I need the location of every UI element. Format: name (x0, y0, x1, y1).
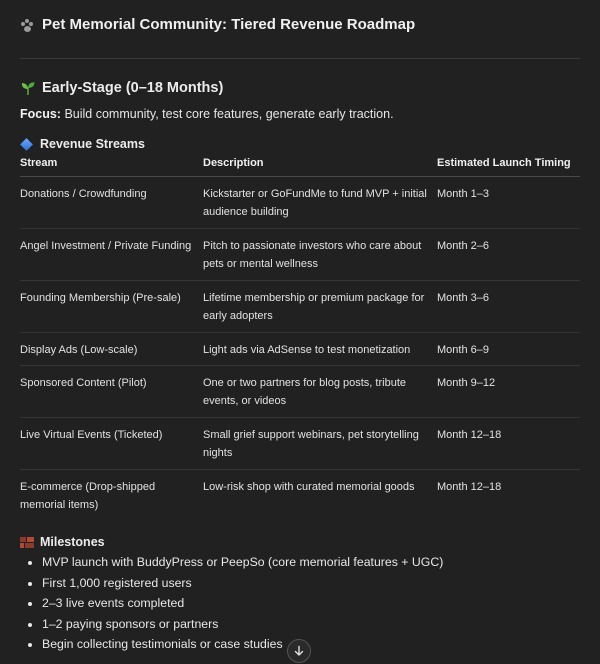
bricks-icon (20, 537, 34, 548)
title-text: Pet Memorial Community: Tiered Revenue Roadmap (42, 16, 416, 33)
cell-timing: Month 3–6 (437, 281, 580, 333)
cell-description: Pitch to passionate investors who care about pets or mental wellness (203, 229, 437, 281)
seedling-icon (20, 80, 36, 96)
column-header-description: Description (203, 156, 437, 177)
milestones-heading (20, 535, 105, 549)
focus-label: Focus: (20, 107, 61, 121)
table-row (20, 281, 580, 333)
column-header-stream: Stream (20, 156, 203, 177)
milestones-list (20, 552, 443, 655)
arrow-down-icon (293, 645, 305, 657)
table-row (20, 229, 580, 281)
cell-stream: Donations / Crowdfunding (20, 177, 203, 229)
list-item: • MVP launch with BuddyPress or PeepSo (core memorial features + UGC) (42, 552, 443, 573)
cell-description: Lifetime membership or premium package for early adopters (203, 281, 437, 333)
cell-timing: Month 6–9 (437, 333, 580, 366)
table-header-row (20, 156, 580, 177)
cell-timing: Month 12–18 (437, 481, 502, 493)
revenue-streams-heading-text: Revenue Streams (40, 137, 145, 151)
column-header-timing: Estimated Launch Timing (437, 156, 580, 177)
cell-timing: Month 1–3 (437, 177, 580, 229)
cell-stream: E-commerce (Drop-shipped memorial items) (20, 481, 156, 511)
list-item: • 1–2 paying sponsors or partners (42, 614, 443, 635)
stage-heading (20, 80, 223, 96)
cell-stream: Angel Investment / Private Funding (20, 229, 203, 281)
stage-heading-text: Early-Stage (0–18 Months) (42, 80, 224, 96)
cell-description: One or two partners for blog posts, tribute events, or videos (203, 366, 437, 418)
table-row (20, 333, 580, 366)
cell-description: Small grief support webinars, pet storytelling nights (203, 418, 437, 470)
list-item: • 2–3 live events completed (42, 593, 443, 614)
table-row (20, 177, 580, 229)
section-divider (20, 58, 580, 59)
cell-description: Light ads via AdSense to test monetization (203, 333, 437, 366)
cell-timing: Month 12–18 (437, 418, 580, 470)
page-title (20, 16, 415, 33)
cell-stream: Live Virtual Events (Ticketed) (20, 418, 203, 470)
list-item: • First 1,000 registered users (42, 573, 443, 594)
cell-timing: Month 2–6 (437, 229, 580, 281)
paw-prints-icon (20, 18, 34, 32)
cell-description: Low-risk shop with curated memorial goods (203, 481, 415, 493)
scroll-to-bottom-button[interactable] (287, 639, 311, 663)
focus-line (20, 107, 394, 121)
list-item: • Begin collecting testimonials or case studies (42, 634, 443, 655)
milestones-heading-text: Milestones (40, 535, 105, 549)
cell-stream: Founding Membership (Pre-sale) (20, 281, 203, 333)
cell-stream: Display Ads (Low-scale) (20, 333, 203, 366)
cell-timing: Month 9–12 (437, 366, 580, 418)
blue-diamond-icon (20, 138, 33, 151)
revenue-streams-heading (20, 137, 145, 151)
cell-stream: Sponsored Content (Pilot) (20, 366, 203, 418)
table-row (20, 366, 580, 418)
table-row (20, 470, 580, 522)
table-row (20, 418, 580, 470)
revenue-streams-table (20, 156, 580, 521)
cell-description: Kickstarter or GoFundMe to fund MVP + initial audience building (203, 177, 437, 229)
focus-text: Build community, test core features, generate early traction. (60, 107, 394, 121)
